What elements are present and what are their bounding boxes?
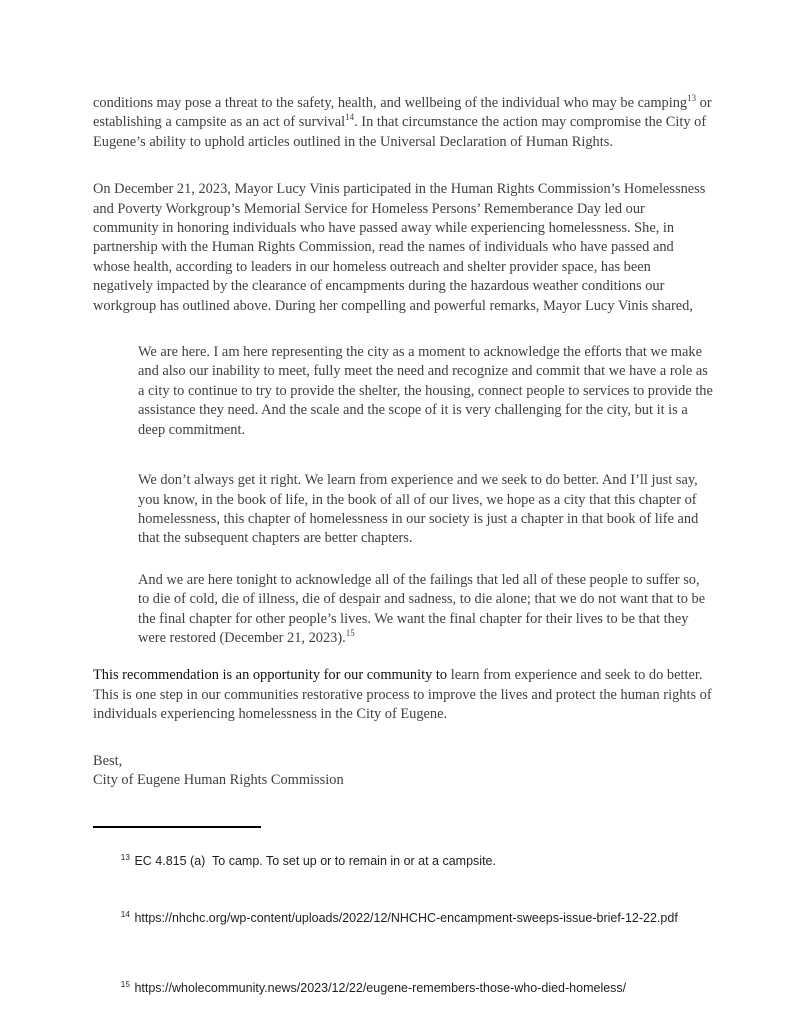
footnote-text: EC 4.815 (a) To camp. To set up or to remain in or at a campsite. — [130, 854, 496, 869]
paragraph-text: On December 21, 2023, Mayor Lucy Vinis participated in the Human Rights Commission’s Homelessness and Poverty Workgroup’s Memorial Service for Homeless Persons’ Rememberance Day led our community in honoring individuals who have passed away while experiencing homelessness. She, in partnership with the Human Rights Commission, read the names of individuals who have passed and whose health, according to leaders in our homeless outreach and shelter provider space, has been negatively impacted by the clearance of encampments during the hazardous weather conditions our workgroup has outlined above. During her compelling and powerful remarks, Mayor Lucy Vinis shared, — [93, 181, 706, 314]
paragraph-recommendation — [93, 666, 713, 724]
footnote-13 — [93, 833, 713, 890]
quote-paragraph-3 — [138, 571, 713, 649]
quote-text: And we are here tonight to acknowledge all of the failings that led all of these people to suffer so, to die of cold, die of illness, die of despair and sadness, to die alone; that we do not want that to be the final chapter for other people’s lives. We want the final chapter for their lives to be that they were restored (December 21, 2023). — [138, 571, 706, 646]
paragraph-text: . In that circumstance the action may compromise the City of Eugene’s ability to uphold articles outlined in the Universal Declaration of Human Rights. — [93, 114, 707, 150]
footnote-url: https://nhchc.org/wp-content/uploads/2022/12/NHCHC-encampment-sweeps-issue-brief-12-22.pdf — [130, 911, 678, 926]
footnote-number-15: 15 — [120, 980, 130, 990]
footnote-14 — [93, 890, 713, 947]
closing-signature: City of Eugene Human Rights Commission — [93, 771, 344, 788]
paragraph-memorial-service — [93, 180, 713, 316]
paragraph-conditions — [93, 94, 713, 152]
quote-paragraph-1 — [138, 343, 713, 440]
closing-block — [93, 752, 713, 791]
paragraph-text: or establishing a campsite as an act of survival — [93, 95, 712, 131]
recommendation-lead-text: This recommendation is an opportunity for our community to — [93, 667, 451, 684]
quote-text: We are here. I am here representing the city as a moment to acknowledge the efforts that we make and also our inability to meet, fully meet the need and recognize and commit that we have a role as a city to continue to try to provide the shelter, the housing, connect people to services to provide the assistance they need. And the scale and the scope of it is very challenging for the city, but it is a deep commitment. — [138, 344, 713, 438]
document-content — [93, 0, 713, 1017]
paragraph-text: conditions may pose a threat to the safety, health, and wellbeing of the individual who may be camping — [93, 95, 688, 111]
quote-text: We don’t always get it right. We learn from experience and we seek to do better. And I’ll just say, you know, in the book of life, in the book of all of our lives, we hope as a city that this chapter of homelessness, this chapter of homelessness in our society is just a chapter in that book of life and that the subsequent chapters are better chapters. — [138, 472, 699, 547]
footnote-ref-13: 13 — [687, 93, 697, 104]
footnote-ref-14: 14 — [345, 112, 355, 123]
footnotes-section — [93, 833, 713, 1017]
footnote-url: https://wholecommunity.news/2023/12/22/eugene-remembers-those-who-died-homeless/ — [130, 981, 627, 996]
quote-paragraph-2 — [138, 471, 713, 549]
footnote-separator — [93, 826, 261, 828]
paragraph-text: learn from experience and seek to do better. This is one step in our communities restorative process to improve the lives and protect the human rights of individuals experiencing homelessness in the City of Eugene. — [93, 667, 712, 723]
closing-salutation: Best, — [93, 752, 123, 769]
footnote-15 — [93, 960, 713, 1017]
footnote-ref-15: 15 — [345, 628, 355, 639]
footnote-number-13: 13 — [120, 853, 130, 863]
footnote-number-14: 14 — [120, 910, 130, 920]
